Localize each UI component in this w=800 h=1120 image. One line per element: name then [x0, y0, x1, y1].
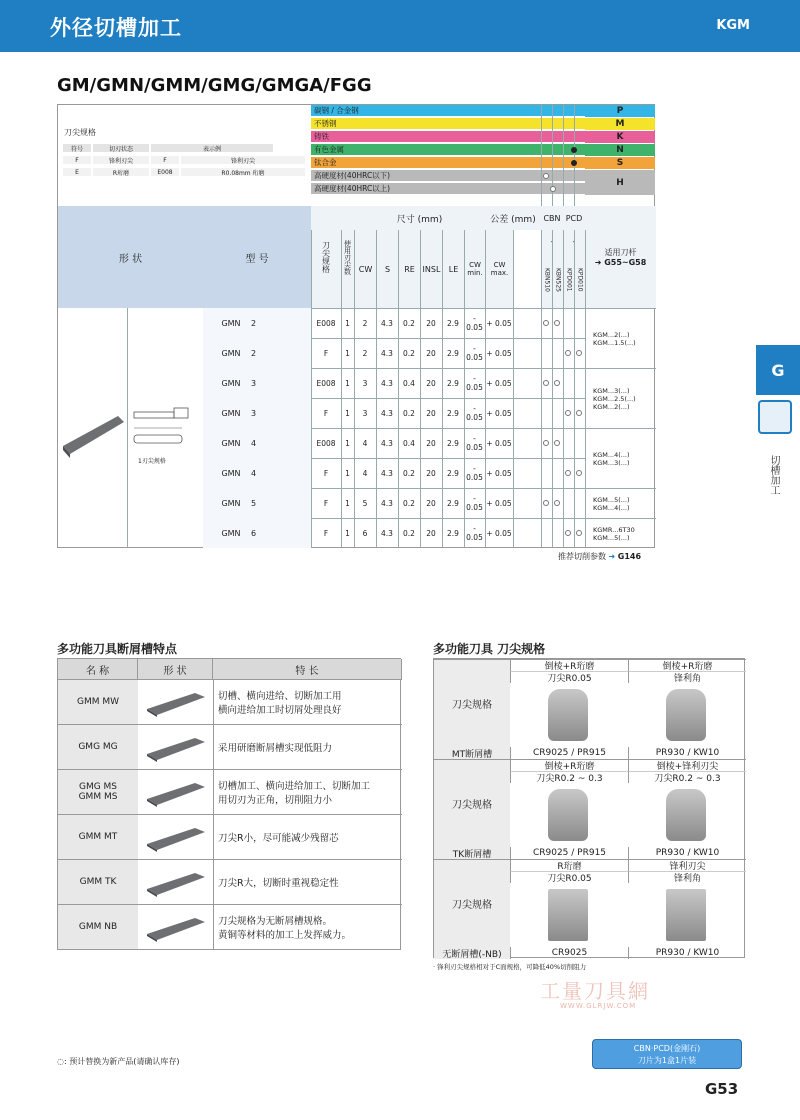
row-max: + 0.05 — [486, 378, 512, 388]
tipspec-h1: 倒棱+R珩磨 — [510, 659, 628, 671]
tipspec-label: 刀尖规格 — [434, 859, 510, 947]
chip-head: 特 长 — [213, 659, 402, 679]
row-insl: 20 — [426, 378, 436, 388]
stock-circle — [565, 530, 571, 536]
tipspec-table — [433, 658, 745, 958]
col-line — [341, 230, 342, 548]
model-name: GMN — [221, 528, 241, 538]
header-code: KGM — [716, 18, 750, 33]
row-s: 4.3 — [381, 528, 393, 538]
chip-shape — [138, 724, 213, 769]
chip-desc: 刀尖R小，尽可能减少残留芯 — [213, 814, 402, 859]
material-label: 碳钢 / 合金钢 — [314, 106, 359, 115]
table-row-model — [203, 458, 311, 488]
row-n: 1 — [345, 498, 350, 508]
cutting-ref-label: 推荐切削参数 — [558, 552, 606, 561]
col-line — [442, 230, 443, 548]
insert-drawing-cell — [128, 308, 203, 548]
tipspec-note: · 锋利刃尖规格相对于C面规格，可降低40%切削阻力 — [433, 963, 587, 971]
material-label: 高硬度材(40HRC以上) — [314, 184, 391, 193]
row-cw: 4 — [362, 438, 368, 448]
model-size: 5 — [251, 498, 257, 508]
dims-header: 尺寸 (mm) — [354, 206, 485, 230]
legend-head: 表示例 — [150, 143, 274, 153]
material-dot — [571, 160, 577, 166]
dim-subheader: CW min. — [464, 230, 485, 308]
row-max: + 0.05 — [486, 468, 512, 478]
col-line — [311, 230, 312, 548]
tipspec-h2: 锋利角 — [628, 671, 746, 683]
row-tip: F — [323, 498, 329, 508]
legend-cell: F — [62, 155, 92, 165]
table-row-model — [203, 308, 311, 338]
stock-circle — [576, 470, 582, 476]
row-max: + 0.05 — [486, 498, 512, 508]
legend-head: 切刃状态 — [92, 143, 150, 153]
tipspec-h1: 倒棱+R珩磨 — [628, 659, 746, 671]
row-tip: E008 — [316, 378, 336, 388]
row-n: 1 — [345, 348, 350, 358]
stock-circle — [554, 500, 560, 506]
tol-header: 公差 (mm) — [485, 206, 541, 230]
chip-name: GMM MW — [58, 679, 138, 724]
holder-line: KGM...3(...) — [593, 458, 630, 467]
row-s: 4.3 — [381, 318, 393, 328]
model-size: 4 — [251, 468, 257, 478]
row-cw: 2 — [362, 348, 368, 358]
row-cw: 3 — [362, 378, 368, 388]
row-n: 1 — [345, 438, 350, 448]
legend-cell: 锋利刃尖 — [180, 155, 306, 165]
grade-label: KBN525 — [554, 268, 562, 292]
watermark: 工量刀具網 — [540, 979, 650, 1003]
dim-subheader: RE — [398, 230, 420, 308]
model-name: GMN — [221, 438, 241, 448]
insert-photo — [548, 789, 588, 841]
insert-photo — [548, 689, 588, 741]
row-max: + 0.05 — [486, 408, 512, 418]
row-tip: E008 — [316, 318, 336, 328]
material-label: 高硬度材(40HRC以下) — [314, 171, 391, 180]
side-tab-g[interactable]: G — [756, 345, 800, 395]
row-re: 0.4 — [403, 378, 415, 388]
grade-subheader — [563, 252, 574, 308]
model-size: 3 — [251, 408, 257, 418]
tipspec-h2: 刀尖R0.2 ~ 0.3 — [510, 771, 628, 783]
row-insl: 20 — [426, 468, 436, 478]
stock-circle — [543, 440, 549, 446]
row-min: - 0.05 — [466, 404, 483, 422]
material-circle — [543, 173, 549, 179]
chip-head: 名 称 — [58, 659, 138, 679]
tipspec-h2: 刀尖R0.05 — [510, 671, 628, 683]
chipbreaker-title: 多功能刀具断屑槽特点 — [57, 642, 178, 656]
cbn-header: CBN — [541, 206, 563, 230]
row-insl: 20 — [426, 348, 436, 358]
insert-photo — [666, 889, 706, 941]
chipbreaker-table — [57, 658, 401, 950]
insert-spec-table — [57, 104, 655, 548]
row-min: - 0.05 — [466, 434, 483, 452]
tipspec-h2: 锋利角 — [628, 871, 746, 883]
row-re: 0.2 — [403, 318, 415, 328]
row-max: + 0.05 — [486, 318, 512, 328]
row-re: 0.2 — [403, 498, 415, 508]
row-min: - 0.05 — [466, 464, 483, 482]
holder-header — [585, 206, 656, 308]
row-le: 2.9 — [447, 438, 459, 448]
model-name: GMN — [221, 348, 241, 358]
cbn-pcd-badge — [592, 1039, 742, 1069]
chip-name: GMG MS GMM MS — [58, 769, 138, 814]
holder-cell[interactable] — [585, 518, 656, 548]
insert-photo — [666, 689, 706, 741]
row-n: 1 — [345, 408, 350, 418]
model-header-label: 型 号 — [245, 253, 269, 265]
table-row-model — [203, 488, 311, 518]
drawing-caption: 1刃尖规格 — [138, 458, 166, 465]
footnote: ◌: 预计替换为新产品(请确认库存) — [57, 1057, 180, 1066]
stock-circle — [554, 440, 560, 446]
col-line — [376, 230, 377, 548]
stock-circle — [576, 530, 582, 536]
table-row-model — [203, 338, 311, 368]
tipspec-h2: 刀尖R0.2 ~ 0.3 — [628, 771, 746, 783]
shape-header — [58, 206, 203, 308]
row-re: 0.4 — [403, 438, 415, 448]
holder-line: KGM...2.5(...) — [593, 394, 636, 403]
material-row — [311, 118, 585, 130]
model-name: GMN — [221, 468, 241, 478]
holder-cell[interactable] — [585, 428, 656, 488]
pcd-dash: - — [563, 230, 585, 252]
tip-spec-caption: 刀尖规格 — [64, 128, 96, 137]
row-min: - 0.05 — [466, 494, 483, 512]
tipspec-label: 刀尖规格 — [434, 659, 510, 747]
col-line — [420, 230, 421, 548]
material-label: 钛合金 — [314, 158, 337, 167]
insert-photo — [548, 889, 588, 941]
material-row — [311, 157, 585, 169]
material-code: M — [585, 118, 655, 130]
model-name: GMN — [221, 318, 241, 328]
row-le: 2.9 — [447, 348, 459, 358]
material-dot — [571, 147, 577, 153]
material-code: H — [585, 170, 655, 195]
page-number: G53 — [705, 1080, 739, 1098]
row-cw: 2 — [362, 318, 368, 328]
chip-desc: 采用研磨断屑槽实现低阻力 — [213, 724, 402, 769]
material-row — [311, 131, 585, 143]
model-size: 4 — [251, 438, 257, 448]
tipspec-grades: PR930 / KW10 — [628, 847, 746, 859]
material-code: S — [585, 157, 655, 169]
side-tab-label: 切槽加工 — [768, 455, 779, 495]
row-n: 1 — [345, 468, 350, 478]
table-row-model — [203, 428, 311, 458]
material-row — [311, 144, 585, 156]
grade-col-line — [563, 105, 564, 206]
row-s: 4.3 — [381, 408, 393, 418]
grade-col-line — [541, 105, 542, 206]
row-re: 0.2 — [403, 408, 415, 418]
row-insl: 20 — [426, 438, 436, 448]
col-line — [398, 230, 399, 548]
grade-subheader — [541, 252, 552, 308]
legend-cell: R0.08mm 珩磨 — [180, 167, 306, 177]
stock-circle — [576, 350, 582, 356]
row-min: - 0.05 — [466, 344, 483, 362]
badge-line1: CBN·PCD(金刚石) — [633, 1044, 701, 1053]
material-row — [311, 105, 585, 117]
stock-circle — [554, 320, 560, 326]
col-line — [552, 230, 553, 548]
row-insl: 20 — [426, 498, 436, 508]
chip-name: GMG MG — [58, 724, 138, 769]
legend-cell: F — [150, 155, 180, 165]
dim-subheader: CW max. — [485, 230, 513, 308]
model-name: GMN — [221, 378, 241, 388]
row-n: 1 — [345, 378, 350, 388]
material-label: 有色金属 — [314, 145, 344, 154]
tipspec-title: 多功能刀具 刀尖规格 — [433, 642, 546, 656]
row-s: 4.3 — [381, 468, 393, 478]
chip-name: GMM MT — [58, 814, 138, 859]
legend-cell: R珩磨 — [92, 167, 150, 177]
grade-label: KBN510 — [543, 268, 551, 292]
row-min: - 0.05 — [466, 374, 483, 392]
holder-ref-label: G55~G58 — [604, 258, 647, 267]
col-line — [574, 230, 575, 548]
row-n: 1 — [345, 318, 350, 328]
dim-subheader: INSL — [420, 230, 442, 308]
row-max: + 0.05 — [486, 348, 512, 358]
row-tip: E008 — [316, 438, 336, 448]
row-re: 0.2 — [403, 348, 415, 358]
row-tip: F — [323, 528, 329, 538]
section-title: GM/GMN/GMM/GMG/GMGA/FGG — [57, 75, 372, 96]
row-min: - 0.05 — [466, 314, 483, 332]
tip-spec-legend — [62, 143, 306, 179]
tip-header — [311, 206, 341, 308]
material-label: 铸铁 — [314, 132, 329, 141]
holder-line: KGM...3(...) — [593, 386, 630, 395]
dim-subheader: S — [376, 230, 398, 308]
row-re: 0.2 — [403, 528, 415, 538]
row-insl: 20 — [426, 318, 436, 328]
row-cw: 6 — [362, 528, 368, 538]
holder-line: KGM...4(...) — [593, 450, 630, 459]
chip-shape — [138, 679, 213, 724]
tipspec-label: 刀尖规格 — [434, 759, 510, 847]
tipspec-h1: 倒棱+R珩磨 — [510, 759, 628, 771]
holder-line: KGM...2(...) — [593, 402, 630, 411]
tipspec-h2: 刀尖R0.05 — [510, 871, 628, 883]
chip-desc: 刀尖规格为无断屑槽规格。 黄铜等材料的加工上发挥威力。 — [213, 904, 402, 949]
table-row-model — [203, 398, 311, 428]
model-name: GMN — [221, 498, 241, 508]
insert-drawing — [128, 308, 203, 548]
grade-subheader — [552, 252, 563, 308]
tipspec-grades: CR9025 / PR915 — [510, 747, 628, 759]
chip-name: GMM NB — [58, 904, 138, 949]
pcd-header: PCD — [563, 206, 585, 230]
grade-label: KPD001 — [565, 268, 573, 292]
row-min: - 0.05 — [466, 524, 483, 542]
chip-desc: 切槽、横向进给、切断加工用 横向进给加工时切屑处理良好 — [213, 679, 402, 724]
holder-line: KGM...4(...) — [593, 503, 630, 512]
row-insl: 20 — [426, 408, 436, 418]
grade-subheader — [574, 252, 585, 308]
col-line — [464, 230, 465, 548]
holder-line: KGM...2(...) — [593, 330, 630, 339]
arrow-icon: ➜ — [608, 552, 616, 561]
dim-subheader: CW — [354, 230, 376, 308]
col-line — [563, 230, 564, 548]
row-le: 2.9 — [447, 528, 459, 538]
holder-cell[interactable] — [585, 488, 656, 518]
holder-cell[interactable] — [585, 308, 656, 368]
stock-circle — [554, 380, 560, 386]
tipspec-grades: CR9025 / PR915 — [510, 847, 628, 859]
holder-line: KGM...5(...) — [593, 533, 630, 542]
material-row — [311, 183, 585, 195]
insert-photo — [666, 789, 706, 841]
legend-cell: E — [62, 167, 92, 177]
tipspec-h1: R珩磨 — [510, 859, 628, 871]
grooving-icon — [758, 400, 792, 434]
tipspec-chipbreaker: MT断屑槽 — [434, 747, 510, 759]
legend-cell: E008 — [150, 167, 180, 177]
row-re: 0.2 — [403, 468, 415, 478]
row-cw: 3 — [362, 408, 368, 418]
grade-col-line — [574, 105, 575, 206]
row-tip: F — [323, 348, 329, 358]
edges-header-label: 使用刃尖数 — [343, 239, 352, 275]
material-code: N — [585, 144, 655, 156]
chip-shape — [138, 814, 213, 859]
stock-circle — [565, 350, 571, 356]
holder-line: KGMR...6T30 — [593, 525, 635, 534]
page-title: 外径切槽加工 — [50, 16, 182, 40]
stock-circle — [543, 320, 549, 326]
stock-circle — [543, 500, 549, 506]
holder-header-label: 适用刀杆 — [604, 248, 637, 257]
cutting-ref-link[interactable] — [558, 551, 641, 562]
material-code: K — [585, 131, 655, 143]
badge-line2: 刀片为1盒1片装 — [637, 1056, 697, 1065]
row-n: 1 — [345, 528, 350, 538]
table-row-model — [203, 368, 311, 398]
tipspec-chipbreaker: 无断屑槽(-NB) — [434, 947, 510, 959]
holder-cell[interactable] — [585, 368, 656, 428]
edges-header — [341, 206, 354, 308]
watermark-url: WWW.GLRJW.COM — [560, 1002, 637, 1010]
stock-circle — [565, 470, 571, 476]
row-le: 2.9 — [447, 378, 459, 388]
tipspec-chipbreaker: TK断屑槽 — [434, 847, 510, 859]
tipspec-grades: PR930 / KW10 — [628, 747, 746, 759]
tip-header-label: 刀尖规格 — [321, 241, 331, 273]
stock-circle — [565, 410, 571, 416]
row-s: 4.3 — [381, 348, 393, 358]
row-s: 4.3 — [381, 498, 393, 508]
row-tip: F — [323, 468, 329, 478]
row-cw: 4 — [362, 468, 368, 478]
stock-circle — [576, 410, 582, 416]
cutting-ref-page: G146 — [617, 552, 642, 561]
model-size: 6 — [251, 528, 257, 538]
legend-cell: 锋利刃尖 — [92, 155, 150, 165]
row-le: 2.9 — [447, 468, 459, 478]
model-header — [203, 206, 311, 308]
col-line — [354, 230, 355, 548]
material-circle — [550, 186, 556, 192]
insert-photo-cell — [58, 308, 128, 548]
chip-shape — [138, 904, 213, 949]
tipspec-h1: 锋利刃尖 — [628, 859, 746, 871]
shape-header-label: 形 状 — [118, 253, 143, 265]
grade-label: KPD010 — [576, 268, 584, 292]
model-name: GMN — [221, 408, 241, 418]
col-line — [541, 230, 542, 548]
chip-head: 形 状 — [138, 659, 213, 679]
row-s: 4.3 — [381, 378, 393, 388]
tipspec-h1: 倒棱+锋利刃尖 — [628, 759, 746, 771]
col-line — [485, 230, 486, 548]
stock-circle — [543, 380, 549, 386]
chip-desc: 切槽加工、横向进给加工、切断加工 用切刃为正角，切削阻力小 — [213, 769, 402, 814]
material-code: P — [585, 105, 655, 117]
model-size: 3 — [251, 378, 257, 388]
chip-desc: 刀尖R大，切断时重视稳定性 — [213, 859, 402, 904]
cbn-dash: - — [541, 230, 563, 252]
holder-line: KGM...1.5(...) — [593, 338, 636, 347]
insert-photo — [58, 308, 128, 548]
row-le: 2.9 — [447, 408, 459, 418]
row-insl: 20 — [426, 528, 436, 538]
holder-ref[interactable]: ➜ G55~G58 — [594, 258, 647, 267]
tipspec-grades: PR930 / KW10 — [628, 947, 746, 959]
material-label: 不锈钢 — [314, 119, 337, 128]
row-cw: 5 — [362, 498, 368, 508]
row-le: 2.9 — [447, 498, 459, 508]
tipspec-grades: CR9025 — [510, 947, 628, 959]
dim-subheader: LE — [442, 230, 464, 308]
model-size: 2 — [251, 348, 257, 358]
row-tip: F — [323, 408, 329, 418]
table-row-model — [203, 518, 311, 548]
chip-shape — [138, 859, 213, 904]
row-le: 2.9 — [447, 318, 459, 328]
row-s: 4.3 — [381, 438, 393, 448]
holder-line: KGM...5(...) — [593, 495, 630, 504]
model-size: 2 — [251, 318, 257, 328]
legend-head: 符号 — [62, 143, 92, 153]
row-max: + 0.05 — [486, 438, 512, 448]
col-line — [513, 230, 514, 548]
chip-name: GMM TK — [58, 859, 138, 904]
row-max: + 0.05 — [486, 528, 512, 538]
chip-shape — [138, 769, 213, 814]
